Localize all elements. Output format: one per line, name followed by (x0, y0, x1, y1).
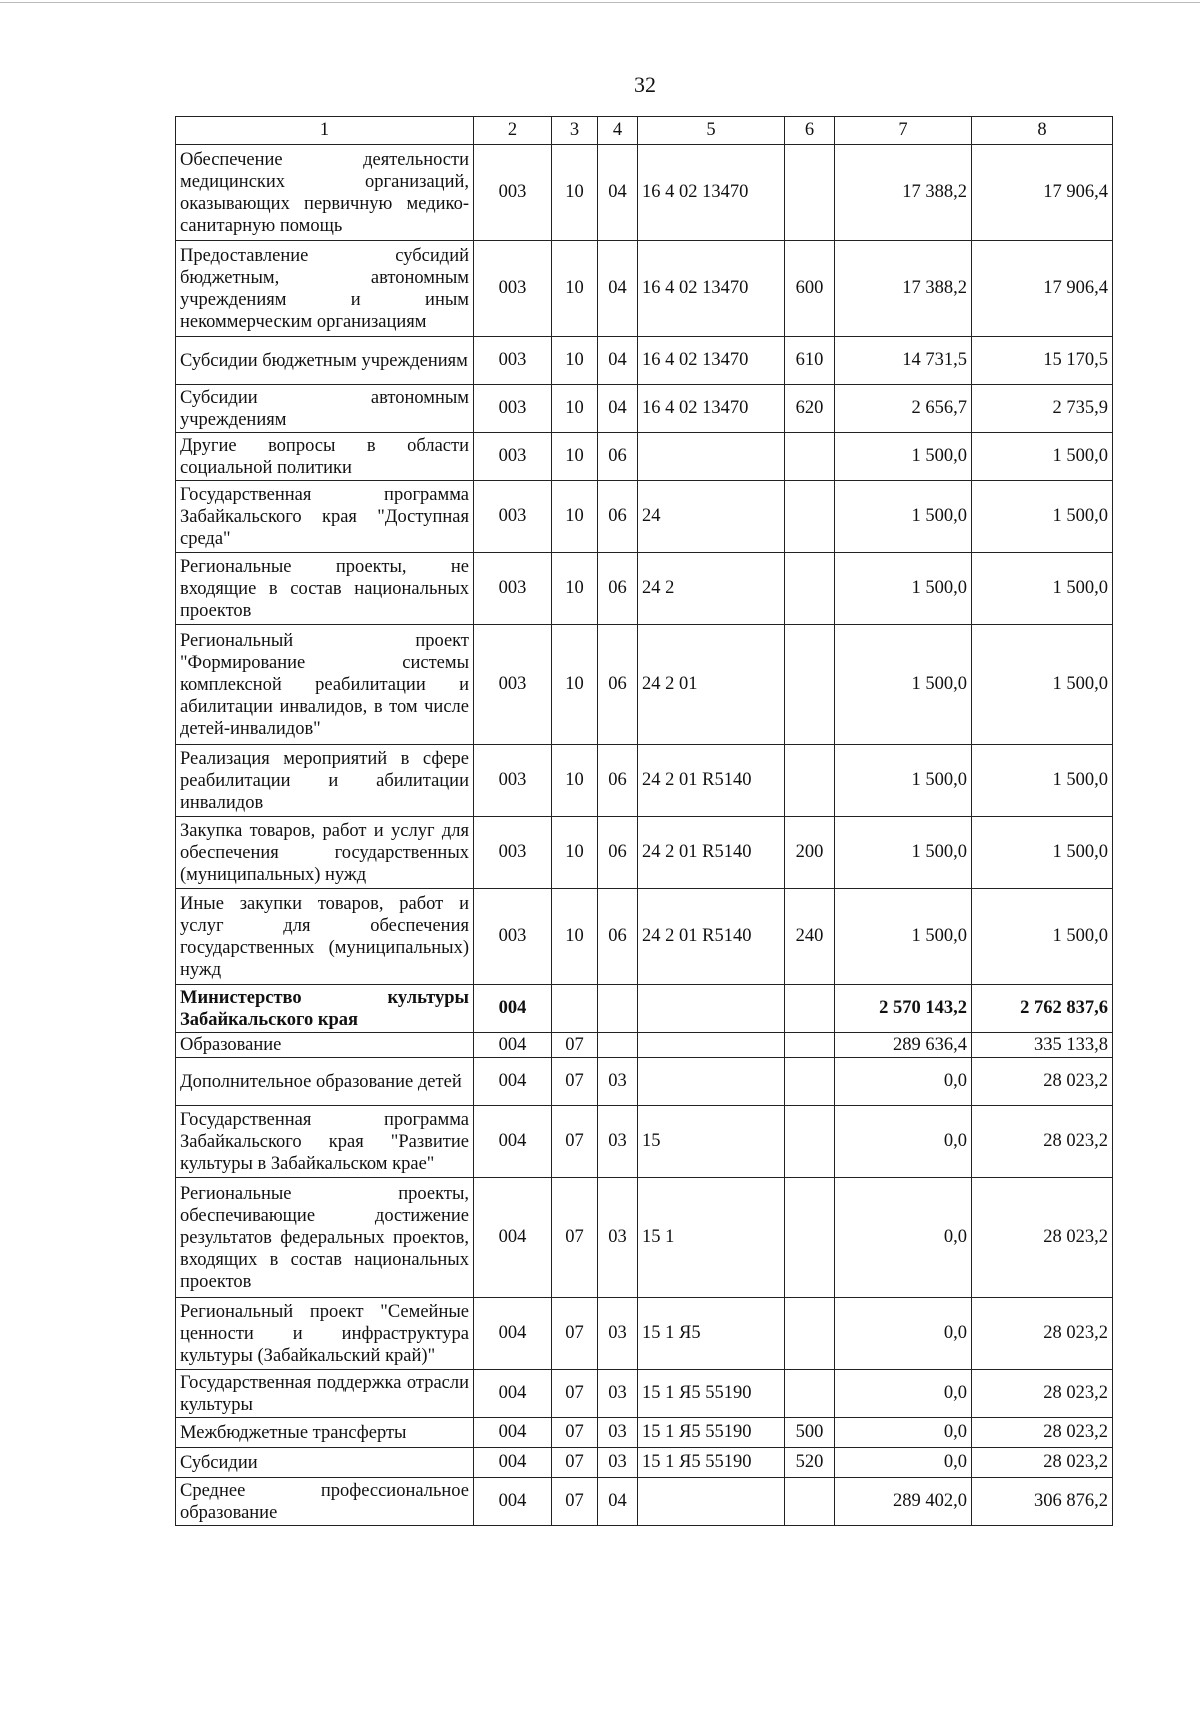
cell-section: 10 (552, 553, 598, 625)
cell-code: 003 (474, 889, 552, 985)
cell-expense-type: 200 (785, 817, 835, 889)
cell-section: 10 (552, 337, 598, 385)
cell-amount-7: 0,0 (835, 1370, 972, 1418)
cell-section: 10 (552, 817, 598, 889)
cell-code: 004 (474, 1058, 552, 1106)
cell-amount-7: 0,0 (835, 1058, 972, 1106)
table-row (176, 985, 1113, 1033)
cell-code: 004 (474, 1033, 552, 1058)
cell-target-article: 16 4 02 13470 (638, 385, 785, 433)
cell-amount-8: 1 500,0 (972, 625, 1113, 745)
cell-code: 004 (474, 1106, 552, 1178)
row-name: Государственная программа Забайкальского края "Развитие культуры в Забайкальском крае" (176, 1106, 474, 1178)
scan-edge-line (0, 2, 1200, 3)
table-row (176, 1033, 1113, 1058)
cell-expense-type: 240 (785, 889, 835, 985)
cell-subsection: 06 (598, 745, 638, 817)
cell-section: 10 (552, 241, 598, 337)
row-name: Другие вопросы в области социальной политики (176, 433, 474, 481)
row-name: Региональный проект "Формирование системы комплексной реабилитации и абилитации инвалидов, в том числе детей-инвалидов" (176, 625, 474, 745)
cell-target-article: 24 2 01 R5140 (638, 817, 785, 889)
cell-subsection: 06 (598, 889, 638, 985)
cell-amount-7: 1 500,0 (835, 625, 972, 745)
cell-amount-8: 2 735,9 (972, 385, 1113, 433)
cell-expense-type: 620 (785, 385, 835, 433)
cell-section: 10 (552, 481, 598, 553)
table-row (176, 1448, 1113, 1478)
cell-amount-8: 15 170,5 (972, 337, 1113, 385)
column-header: 7 (835, 117, 972, 145)
cell-amount-8: 2 762 837,6 (972, 985, 1113, 1033)
cell-target-article: 16 4 02 13470 (638, 145, 785, 241)
cell-subsection: 03 (598, 1106, 638, 1178)
cell-subsection: 03 (598, 1448, 638, 1478)
cell-section: 07 (552, 1178, 598, 1298)
cell-expense-type (785, 553, 835, 625)
cell-amount-8: 306 876,2 (972, 1478, 1113, 1526)
table-row (176, 241, 1113, 337)
cell-amount-7: 2 656,7 (835, 385, 972, 433)
cell-amount-8: 28 023,2 (972, 1106, 1113, 1178)
cell-amount-7: 0,0 (835, 1448, 972, 1478)
cell-expense-type (785, 1478, 835, 1526)
cell-subsection: 03 (598, 1298, 638, 1370)
cell-subsection: 06 (598, 481, 638, 553)
cell-expense-type (785, 481, 835, 553)
table-row (176, 1370, 1113, 1418)
cell-target-article (638, 1033, 785, 1058)
cell-code: 004 (474, 985, 552, 1033)
table-row (176, 1106, 1113, 1178)
column-header: 6 (785, 117, 835, 145)
table-row (176, 817, 1113, 889)
cell-target-article: 24 2 01 (638, 625, 785, 745)
cell-code: 003 (474, 625, 552, 745)
cell-subsection: 04 (598, 385, 638, 433)
row-name: Обеспечение деятельности медицинских организаций, оказывающих первичную медико-санитарную помощь (176, 145, 474, 241)
cell-code: 004 (474, 1418, 552, 1448)
table-row (176, 1178, 1113, 1298)
budget-table (175, 116, 1113, 1526)
cell-section: 10 (552, 889, 598, 985)
column-header: 2 (474, 117, 552, 145)
column-header: 8 (972, 117, 1113, 145)
cell-subsection: 03 (598, 1178, 638, 1298)
cell-amount-8: 17 906,4 (972, 145, 1113, 241)
cell-code: 003 (474, 433, 552, 481)
cell-section: 07 (552, 1370, 598, 1418)
cell-subsection: 04 (598, 241, 638, 337)
cell-amount-8: 28 023,2 (972, 1298, 1113, 1370)
cell-target-article: 24 2 01 R5140 (638, 889, 785, 985)
cell-code: 004 (474, 1298, 552, 1370)
row-name: Региональный проект "Семейные ценности и инфраструктура культуры (Забайкальский край)" (176, 1298, 474, 1370)
row-name: Закупка товаров, работ и услуг для обеспечения государственных (муниципальных) нужд (176, 817, 474, 889)
cell-code: 004 (474, 1178, 552, 1298)
column-header: 3 (552, 117, 598, 145)
cell-section: 07 (552, 1058, 598, 1106)
table-row (176, 1418, 1113, 1448)
cell-code: 003 (474, 241, 552, 337)
cell-target-article (638, 433, 785, 481)
cell-amount-7: 0,0 (835, 1418, 972, 1448)
cell-section: 07 (552, 1298, 598, 1370)
cell-expense-type (785, 145, 835, 241)
table-row (176, 625, 1113, 745)
cell-expense-type: 500 (785, 1418, 835, 1448)
cell-amount-7: 0,0 (835, 1178, 972, 1298)
table-row (176, 481, 1113, 553)
row-name: Региональные проекты, обеспечивающие достижение результатов федеральных проектов, входящих в состав национальных проектов (176, 1178, 474, 1298)
cell-amount-7: 1 500,0 (835, 481, 972, 553)
cell-amount-7: 289 402,0 (835, 1478, 972, 1526)
cell-subsection (598, 985, 638, 1033)
cell-code: 004 (474, 1448, 552, 1478)
cell-code: 003 (474, 337, 552, 385)
cell-amount-7: 14 731,5 (835, 337, 972, 385)
cell-amount-7: 1 500,0 (835, 433, 972, 481)
cell-amount-8: 28 023,2 (972, 1418, 1113, 1448)
table-row (176, 889, 1113, 985)
cell-amount-8: 1 500,0 (972, 745, 1113, 817)
column-header: 1 (176, 117, 474, 145)
cell-subsection: 03 (598, 1370, 638, 1418)
cell-expense-type (785, 625, 835, 745)
cell-target-article: 15 1 (638, 1178, 785, 1298)
cell-subsection: 06 (598, 817, 638, 889)
cell-amount-7: 2 570 143,2 (835, 985, 972, 1033)
row-name: Образование (176, 1033, 474, 1058)
cell-target-article: 15 1 Я5 55190 (638, 1370, 785, 1418)
cell-code: 003 (474, 745, 552, 817)
cell-amount-7: 0,0 (835, 1298, 972, 1370)
cell-expense-type (785, 1298, 835, 1370)
cell-target-article: 15 (638, 1106, 785, 1178)
cell-subsection: 06 (598, 433, 638, 481)
cell-amount-8: 1 500,0 (972, 889, 1113, 985)
cell-amount-7: 17 388,2 (835, 241, 972, 337)
cell-expense-type (785, 745, 835, 817)
cell-section: 07 (552, 1106, 598, 1178)
cell-amount-8: 28 023,2 (972, 1178, 1113, 1298)
row-name: Реализация мероприятий в сфере реабилитации и абилитации инвалидов (176, 745, 474, 817)
row-name: Субсидии (176, 1448, 474, 1478)
cell-section: 07 (552, 1033, 598, 1058)
cell-subsection: 04 (598, 1478, 638, 1526)
cell-code: 003 (474, 481, 552, 553)
row-name: Межбюджетные трансферты (176, 1418, 474, 1448)
cell-section: 10 (552, 433, 598, 481)
cell-subsection: 06 (598, 625, 638, 745)
cell-amount-7: 1 500,0 (835, 817, 972, 889)
cell-amount-8: 1 500,0 (972, 433, 1113, 481)
cell-section: 10 (552, 625, 598, 745)
cell-target-article (638, 1058, 785, 1106)
page-number: 32 (634, 72, 656, 97)
column-header: 5 (638, 117, 785, 145)
table-row (176, 145, 1113, 241)
cell-code: 003 (474, 553, 552, 625)
row-name: Среднее профессиональное образование (176, 1478, 474, 1526)
cell-amount-7: 1 500,0 (835, 745, 972, 817)
cell-amount-8: 28 023,2 (972, 1448, 1113, 1478)
cell-subsection: 04 (598, 145, 638, 241)
cell-amount-8: 28 023,2 (972, 1370, 1113, 1418)
row-name: Дополнительное образование детей (176, 1058, 474, 1106)
cell-code: 003 (474, 385, 552, 433)
cell-code: 003 (474, 145, 552, 241)
cell-section: 10 (552, 145, 598, 241)
cell-amount-8: 335 133,8 (972, 1033, 1113, 1058)
cell-amount-7: 0,0 (835, 1106, 972, 1178)
cell-amount-8: 17 906,4 (972, 241, 1113, 337)
cell-amount-8: 28 023,2 (972, 1058, 1113, 1106)
cell-target-article: 15 1 Я5 (638, 1298, 785, 1370)
cell-amount-8: 1 500,0 (972, 553, 1113, 625)
table-row (176, 1478, 1113, 1526)
cell-code: 003 (474, 817, 552, 889)
table-row (176, 385, 1113, 433)
table-row (176, 433, 1113, 481)
row-name: Государственная поддержка отрасли культуры (176, 1370, 474, 1418)
cell-subsection (598, 1033, 638, 1058)
cell-target-article (638, 1478, 785, 1526)
cell-target-article: 24 (638, 481, 785, 553)
cell-expense-type (785, 985, 835, 1033)
cell-section: 07 (552, 1478, 598, 1526)
cell-code: 004 (474, 1370, 552, 1418)
row-name: Предоставление субсидий бюджетным, автономным учреждениям и иным некоммерческим организациям (176, 241, 474, 337)
cell-section: 07 (552, 1448, 598, 1478)
row-name: Региональные проекты, не входящие в состав национальных проектов (176, 553, 474, 625)
cell-target-article: 24 2 01 R5140 (638, 745, 785, 817)
row-name: Субсидии бюджетным учреждениям (176, 337, 474, 385)
cell-target-article: 16 4 02 13470 (638, 241, 785, 337)
cell-section (552, 985, 598, 1033)
cell-expense-type (785, 1178, 835, 1298)
cell-amount-7: 1 500,0 (835, 889, 972, 985)
cell-code: 004 (474, 1478, 552, 1526)
cell-expense-type (785, 1106, 835, 1178)
row-name: Государственная программа Забайкальского края "Доступная среда" (176, 481, 474, 553)
table-row (176, 745, 1113, 817)
cell-subsection: 04 (598, 337, 638, 385)
cell-expense-type (785, 1058, 835, 1106)
row-name: Иные закупки товаров, работ и услуг для обеспечения государственных (муниципальных) нужд (176, 889, 474, 985)
cell-subsection: 03 (598, 1058, 638, 1106)
cell-subsection: 06 (598, 553, 638, 625)
cell-expense-type (785, 433, 835, 481)
cell-section: 10 (552, 745, 598, 817)
table-row (176, 1058, 1113, 1106)
cell-expense-type (785, 1033, 835, 1058)
table-row (176, 337, 1113, 385)
cell-target-article: 24 2 (638, 553, 785, 625)
cell-expense-type: 520 (785, 1448, 835, 1478)
cell-expense-type: 610 (785, 337, 835, 385)
table-row (176, 1298, 1113, 1370)
cell-target-article: 16 4 02 13470 (638, 337, 785, 385)
cell-expense-type: 600 (785, 241, 835, 337)
row-name: Министерство культуры Забайкальского края (176, 985, 474, 1033)
cell-expense-type (785, 1370, 835, 1418)
cell-section: 10 (552, 385, 598, 433)
cell-subsection: 03 (598, 1418, 638, 1448)
cell-target-article: 15 1 Я5 55190 (638, 1448, 785, 1478)
row-name: Субсидии автономным учреждениям (176, 385, 474, 433)
cell-section: 07 (552, 1418, 598, 1448)
column-header: 4 (598, 117, 638, 145)
cell-amount-7: 17 388,2 (835, 145, 972, 241)
cell-amount-8: 1 500,0 (972, 481, 1113, 553)
table-row (176, 553, 1113, 625)
cell-amount-8: 1 500,0 (972, 817, 1113, 889)
cell-amount-7: 289 636,4 (835, 1033, 972, 1058)
cell-target-article (638, 985, 785, 1033)
header-row (176, 117, 1113, 145)
cell-amount-7: 1 500,0 (835, 553, 972, 625)
cell-target-article: 15 1 Я5 55190 (638, 1418, 785, 1448)
